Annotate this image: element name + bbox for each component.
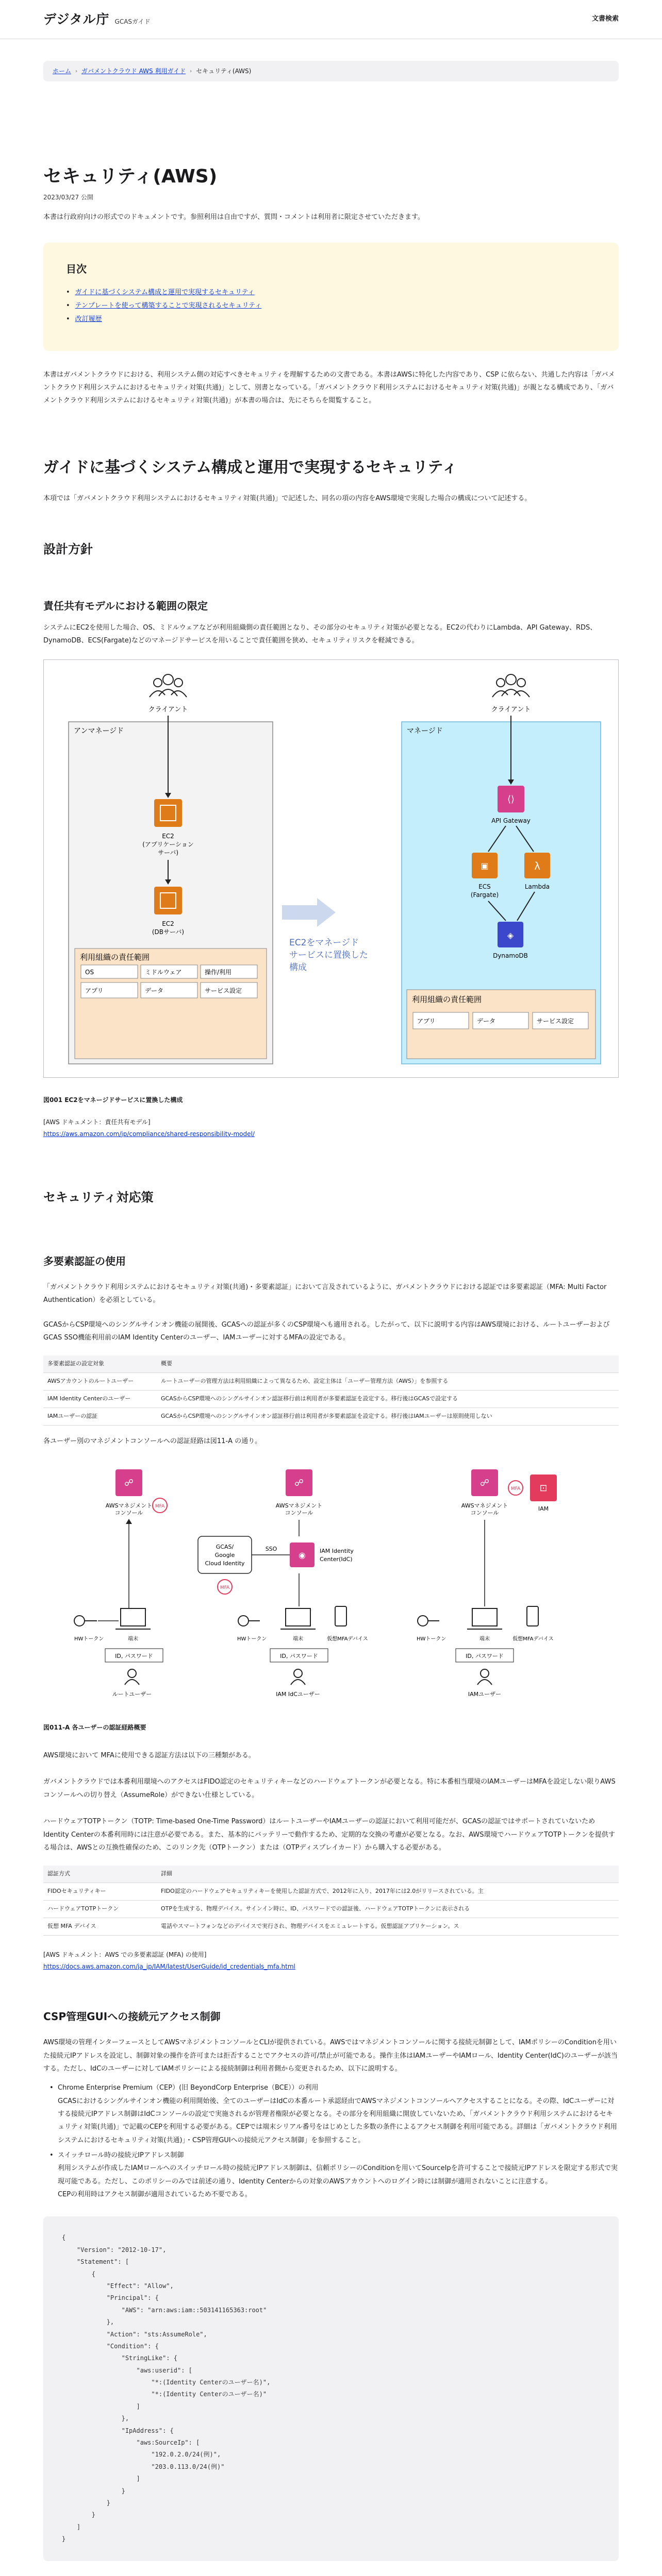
scope-item: 操作/利用 <box>205 969 232 976</box>
svg-text:ECS: ECS <box>478 883 491 891</box>
scope-item: OS <box>85 969 94 976</box>
svg-text:構成: 構成 <box>289 962 307 973</box>
mfa-body-5: ハードウェアTOTPトークン（TOTP: Time-based One-Time Password）はルートユーザーやIAMユーザーの認証において利用可能だが、GCASの認証ではサポートされていないためIdentity Centerの本番利用時には注意が必要である。また、基本的にバッテリーで動作するため、定期的な交換の考慮が必要となる。なお、AWS環境でハードウェアTOTPトークンを提供する場合は、AWSとの互換性確保のため、このリンク先（OTPトークン）または（OTPディスプレイカード）から購入する必要がある。 <box>43 1818 615 1852</box>
svg-text:⊡: ⊡ <box>539 1483 548 1494</box>
svg-text:サービスに置換した: サービスに置換した <box>289 950 368 961</box>
chevron-right-icon: › <box>75 68 78 74</box>
csp-title: CSP管理GUIへの接続元アクセス制御 <box>43 2010 221 2023</box>
ec2-app-line3: サーバ) <box>157 849 179 857</box>
figure-caption: 図011-A 各ユーザーの認証経路概要 <box>43 1724 146 1732</box>
section-body: 本項では「ガバメントクラウド利用システムにおけるセキュリティ対策(共通)」で記述した、同名の項の内容をAWS環境で実現した場合の構成について記述する。 <box>43 494 532 502</box>
breadcrumb-guide[interactable]: ガバメントクラウド AWS 利用ガイド <box>81 67 186 75</box>
svg-text:Google: Google <box>214 1552 235 1559</box>
figure-011-a <box>43 1454 619 1711</box>
table-row: 認証方式 詳細 <box>43 1866 619 1883</box>
toc-title: 目次 <box>66 262 87 275</box>
user-icon <box>477 1669 492 1685</box>
svg-text:コンソール: コンソール <box>114 1510 143 1517</box>
lead-text: 本書はガバメントクラウドにおける、利用システム側の対応すべきセキュリティを理解するための文書である。本書はAWSに特化した内容であり、CSP に依らない、共通した内容は「ガバメントクラウド利用システムにおけるセキュリティ対策(共通)」として、別書となっている。「ガバメントクラウド利用システムにおけるセキュリティ対策(共通)」が親となる構成であり、「ガバメントクラウド利用システムにおけるセキュリティ対策(共通)」が本書の場合は、先にそちらを閲覧すること。 <box>43 370 615 405</box>
svg-text:◈: ◈ <box>507 930 514 941</box>
phone-icon <box>527 1606 538 1626</box>
scope-right-title: 利用組織の責任範囲 <box>412 995 482 1005</box>
code-block: { "Version": "2012-10-17", "Statement": [ { "Effect": "Allow", "Principal": { "AWS": "arn:aws:iam::503141165363:root" }, "Action": "sts:AssumeRole", "Condition": { "StringLike": { "aws:userid": [ "*:(Identity Centerのユーザー名)", "*:(Identity Centerのユーザー名)" ] }, "IpAddress": { "aws:SourceIp": [ "192.0.2.0/24(例)", "203.0.113.0/24(例)" ] } } } ] } <box>43 2216 619 2561</box>
toc-item <box>66 286 596 299</box>
shared-body: システムにEC2を使用した場合、OS、ミドルウェアなどが利用組織側の責任範囲となり、その部分のセキュリティ対策が必要となる。EC2の代わりにLambda、API Gateway、RDS、DynamoDB、ECS(Fargate)などのマネージドサービスを用いることで責任範囲を狭め、セキュリティリスクを軽減できる。 <box>43 623 597 645</box>
publish-date: 2023/03/27 公開 <box>43 194 93 201</box>
svg-text:MFA: MFA <box>155 1504 165 1510</box>
table-row: FIDOセキュリティキー FIDO認定のハードウェアセキュリティキーを使用した認証方式で、2012年に入り、2017年には2.0がリリースされている。主 <box>43 1883 619 1901</box>
scope-item: サービス設定 <box>537 1018 574 1025</box>
table-row: IAMユーザーの認証 GCASからCSP環境へのシングルサインオン認証移行前は利用者が多要素認証を設定する。移行後はIAMユーザーは原則使用しない <box>43 1408 619 1426</box>
list-item-title: • Chrome Enterprise Premium（CEP）(旧 BeyondCorp Enterprise（BCE））の利用 <box>58 2084 319 2092</box>
scope-left-title: 利用組織の責任範囲 <box>80 953 150 962</box>
security-title: セキュリティ対応策 <box>43 1190 154 1205</box>
svg-text:SSO: SSO <box>265 1546 277 1553</box>
svg-text:AWSマネジメント: AWSマネジメント <box>275 1502 323 1510</box>
svg-text:IAM: IAM <box>538 1505 549 1513</box>
reference-link[interactable]: https://docs.aws.amazon.com/ja_jp/IAM/latest/UserGuide/id_credentials_mfa.html <box>43 1962 295 1970</box>
logo-sub[interactable]: GCASガイド <box>114 18 151 25</box>
toc-link-2[interactable]: テンプレートを使って構築することで実現されるセキュリティ <box>75 301 262 310</box>
figure-intro: 各ユーザー別のマネジメントコンソールへの認証経路は図11-A の通り。 <box>43 1437 262 1445</box>
client-icon <box>150 674 187 697</box>
breadcrumb <box>43 61 619 81</box>
table-row: AWSアカウントのルートユーザー ルートユーザーの管理方法は利用組織によって異なるため、設定主体は「ユーザー管理方法（AWS）」を参照する <box>43 1373 619 1391</box>
svg-text:☍: ☍ <box>479 1478 490 1489</box>
list-item-title: • スイッチロール時の接続元IPアドレス制御 <box>58 2151 184 2159</box>
scope-item: データ <box>145 987 164 995</box>
svg-text:▣: ▣ <box>481 861 489 871</box>
svg-text:GCAS/: GCAS/ <box>216 1544 234 1551</box>
table-of-contents <box>43 243 619 351</box>
svg-text:コンソール: コンソール <box>285 1510 313 1517</box>
svg-text:EC2をマネージド: EC2をマネージド <box>289 938 359 948</box>
api-gateway-label: API Gateway <box>491 817 531 825</box>
figure-001 <box>43 659 619 1078</box>
client-right-label: クライアント <box>491 706 531 714</box>
svg-text:端末: 端末 <box>479 1636 490 1642</box>
document-search-link[interactable]: 文書検索 <box>591 15 619 23</box>
scope-item: データ <box>477 1018 496 1025</box>
scope-item: ミドルウェア <box>145 969 182 976</box>
logo-main[interactable]: デジタル庁 <box>43 11 110 27</box>
intro-text: 本書は行政府向けの形式でのドキュメントです。参照利用は自由ですが、質問・コメントは利用者に限定させていただきます。 <box>43 213 424 222</box>
list-item-body: GCASにおけるシングルサインオン機能の利用開始後、全てのユーザーはIdCの本番ルート承認経由でAWSマネジメントコンソールへアクセスすることになる。その際、IdCユーザーに対する接続元IPアドレス制御はIdCコンソールの設定で実施されるが管理者権限が必要となる。その部分を利用組織に開放していないため、「ガバメントクラウド利用システムにおけるセキュリティ対策(共通)」で記載のCEPを利用する必要がある。CEPでは端末シリアル番号をはじめとした多数の条件によるアクセス制御を利用可能である。詳細は「ガバメントクラウド利用システムにおけるセキュリティ対策(共通)」・CSP管理GUIへの接続元アクセス制御」を参照すること。 <box>58 2097 617 2144</box>
svg-text:ID, パスワード: ID, パスワード <box>280 1653 318 1660</box>
svg-text:⟨⟩: ⟨⟩ <box>507 794 515 805</box>
list-item-body: 利用システムが作成したIAMロールへのスイッチロール時の接続元IPアドレス制御は、信頼ポリシーのConditionを用いてSourceIpを許可することで接続元IPアドレスを限定する形式で実現可能である。ただし、このポリシーのみでは前述の通り、Identity Centerからの対象のAWSアカウントへのログイン時には制御が適用されないことに注意する。 <box>58 2164 618 2185</box>
svg-text:HWトークン: HWトークン <box>417 1636 446 1642</box>
laptop-icon <box>115 1608 151 1629</box>
list-item <box>58 2149 619 2201</box>
mfa-body-4: ガバメントクラウドでは本番利用環境へのアクセスはFIDO認定のセキュリティキーなどのハードウェアトークンが必要となる。特に本番相当環境のIAMユーザーはMFAを設定しない限りAWSコンソールへの切り替え（AssumeRole）ができない仕様としている。 <box>43 1778 616 1799</box>
svg-text:EC2: EC2 <box>162 920 174 928</box>
mfa-body-2: GCASからCSP環境へのシングルサインオン機能の展開後、GCASへの認証が多くのCSP環境へも適用される。したがって、以下に説明する内容はAWS環境における、ルートユーザーおよびGCAS SSO機能利用前のIAM Identity Centerのユーザー、IAMユーザーに対するMFAの設定である。 <box>43 1320 610 1342</box>
svg-text:◉: ◉ <box>299 1550 306 1561</box>
phone-icon <box>335 1606 346 1626</box>
svg-text:AWSマネジメント: AWSマネジメント <box>461 1502 508 1510</box>
scope-item: アプリ <box>417 1018 436 1025</box>
user-icon <box>125 1669 139 1685</box>
key-icon <box>238 1616 260 1626</box>
svg-text:仮想MFAデバイス: 仮想MFAデバイス <box>512 1636 554 1642</box>
svg-text:仮想MFAデバイス: 仮想MFAデバイス <box>327 1636 368 1642</box>
section-title: ガイドに基づくシステム構成と運用で実現するセキュリティ <box>43 458 458 477</box>
svg-text:AWSマネジメント: AWSマネジメント <box>105 1502 153 1510</box>
shared-title: 責任共有モデルにおける範囲の限定 <box>43 599 208 612</box>
list-item <box>58 2081 619 2147</box>
svg-text:端末: 端末 <box>128 1636 138 1642</box>
svg-text:(DBサーバ): (DBサーバ) <box>152 928 185 936</box>
site-logo[interactable] <box>43 7 151 32</box>
toc-link-3[interactable]: 改訂履歴 <box>75 315 102 323</box>
ec2-app-line2: (アプリケーション <box>142 841 194 849</box>
unmanaged-label: アンマネージド <box>74 727 124 736</box>
arrow-right-icon <box>282 898 336 927</box>
svg-text:MFA: MFA <box>510 1486 521 1492</box>
svg-text:Cloud Identity: Cloud Identity <box>205 1560 245 1567</box>
scope-item: サービス設定 <box>205 987 242 995</box>
mfa-target-table <box>43 1355 619 1426</box>
mfa-method-table <box>43 1866 619 1936</box>
user-icon <box>291 1669 305 1685</box>
breadcrumb-current: セキュリティ(AWS) <box>196 67 252 75</box>
svg-text:コンソール: コンソール <box>470 1510 499 1517</box>
mfa-body-3: AWS環境において MFAに使用できる認証方法は以下の三種類がある。 <box>43 1752 255 1760</box>
chevron-right-icon: › <box>190 68 192 74</box>
svg-text:☍: ☍ <box>294 1478 304 1489</box>
ec2-icon <box>154 887 182 914</box>
page-title: セキュリティ(AWS) <box>43 166 218 187</box>
client-icon <box>492 674 529 697</box>
table-row: 多要素認証の設定対象 概要 <box>43 1355 619 1372</box>
breadcrumb-home[interactable]: ホーム <box>53 67 72 75</box>
table-row: 仮想 MFA デバイス 電話やスマートフォンなどのデバイスで実行され、物理デバイスをエミュレートする。仮想認証アプリケーション。ス <box>43 1918 619 1935</box>
csp-bullets <box>43 2081 619 2201</box>
svg-text:λ: λ <box>534 860 540 873</box>
table-row: IAM Identity Centerのユーザー GCASからCSP環境へのシングルサインオン認証移行前は利用者が多要素認証を設定する。移行後はGCASで設定する <box>43 1391 619 1408</box>
scope-item: アプリ <box>85 987 104 995</box>
id-password-label: ID, パスワード <box>115 1653 153 1660</box>
mfa-title: 多要素認証の使用 <box>43 1255 126 1268</box>
managed-label: マネージド <box>407 727 443 736</box>
key-icon <box>74 1616 97 1626</box>
laptop-icon <box>280 1608 316 1629</box>
svg-text:HWトークン: HWトークン <box>237 1636 267 1642</box>
reference-label: [AWS ドキュメント：AWS での多要素認証 (MFA) の使用] <box>43 1951 207 1958</box>
root-user-label: ルートユーザー <box>112 1691 152 1698</box>
key-icon <box>418 1616 439 1626</box>
mfa-body-1: 「ガバメントクラウド利用システムにおけるセキュリティ対策(共通)・多要素認証」において言及されているように、ガバメントクラウドにおける認証では多要素認証（MFA: Multi Factor Authentication）を必須としている。 <box>43 1283 607 1304</box>
list-item-note: CEPの利用時はアクセス制御が適用されているため不要である。 <box>58 2191 252 2199</box>
ec2-icon <box>154 799 182 827</box>
toc-item <box>66 313 596 326</box>
svg-text:(Fargate): (Fargate) <box>470 891 499 899</box>
iamidc-user-label: IAM IdCユーザー <box>276 1691 320 1698</box>
svg-text:ID, パスワード: ID, パスワード <box>466 1653 504 1660</box>
svg-text:IAM Identity: IAM Identity <box>320 1548 354 1555</box>
iam-user-label: IAMユーザー <box>468 1691 502 1698</box>
dynamodb-label: DynamoDB <box>493 952 528 960</box>
reference-link[interactable]: https://aws.amazon.com/jp/compliance/shared-responsibility-model/ <box>43 1130 255 1138</box>
figure-caption: 図001 EC2をマネージドサービスに置換した構成 <box>43 1096 183 1104</box>
svg-text:☍: ☍ <box>124 1478 134 1489</box>
client-left-label: クライアント <box>148 706 188 714</box>
reference-label: [AWS ドキュメント：責任共有モデル] <box>43 1118 151 1126</box>
design-title: 設計方針 <box>43 541 93 556</box>
table-row: ハードウェアTOTPトークン OTPを生成する、物理デバイス。サインイン時に、ID、パスワードでの認証後、ハードウェアTOTPトークンに表示される <box>43 1900 619 1918</box>
ec2-app-line1: EC2 <box>162 833 174 840</box>
svg-text:MFA: MFA <box>220 1585 230 1591</box>
laptop-icon <box>467 1608 502 1629</box>
site-header <box>0 0 662 39</box>
lambda-label: Lambda <box>524 883 550 891</box>
csp-body: AWS環境の管理インターフェースとしてAWSマネジメントコンソールとCLIが提供されている。AWSではマネジメントコンソールに関する接続元制御として、IAMポリシーのConditionを用いた接続元IPアドレスを設定し、制御対象の操作を許可または拒否することでアクセスの許可/禁止が可能である。操作主体はIAMユーザーやIAMロール、Identity Center(IdC)のユーザーが該当する。ただし、IdCのユーザーに対してIAMポリシーによる接続制御は利用者側から変更されるため、以下に説明する。 <box>43 2039 618 2073</box>
toc-link-1[interactable]: ガイドに基づくシステム構成と運用で実現するセキュリティ <box>75 288 255 296</box>
svg-text:Center(IdC): Center(IdC) <box>320 1556 353 1563</box>
toc-item <box>66 299 596 313</box>
svg-text:端末: 端末 <box>293 1636 303 1642</box>
svg-text:HWトークン: HWトークン <box>74 1636 104 1642</box>
